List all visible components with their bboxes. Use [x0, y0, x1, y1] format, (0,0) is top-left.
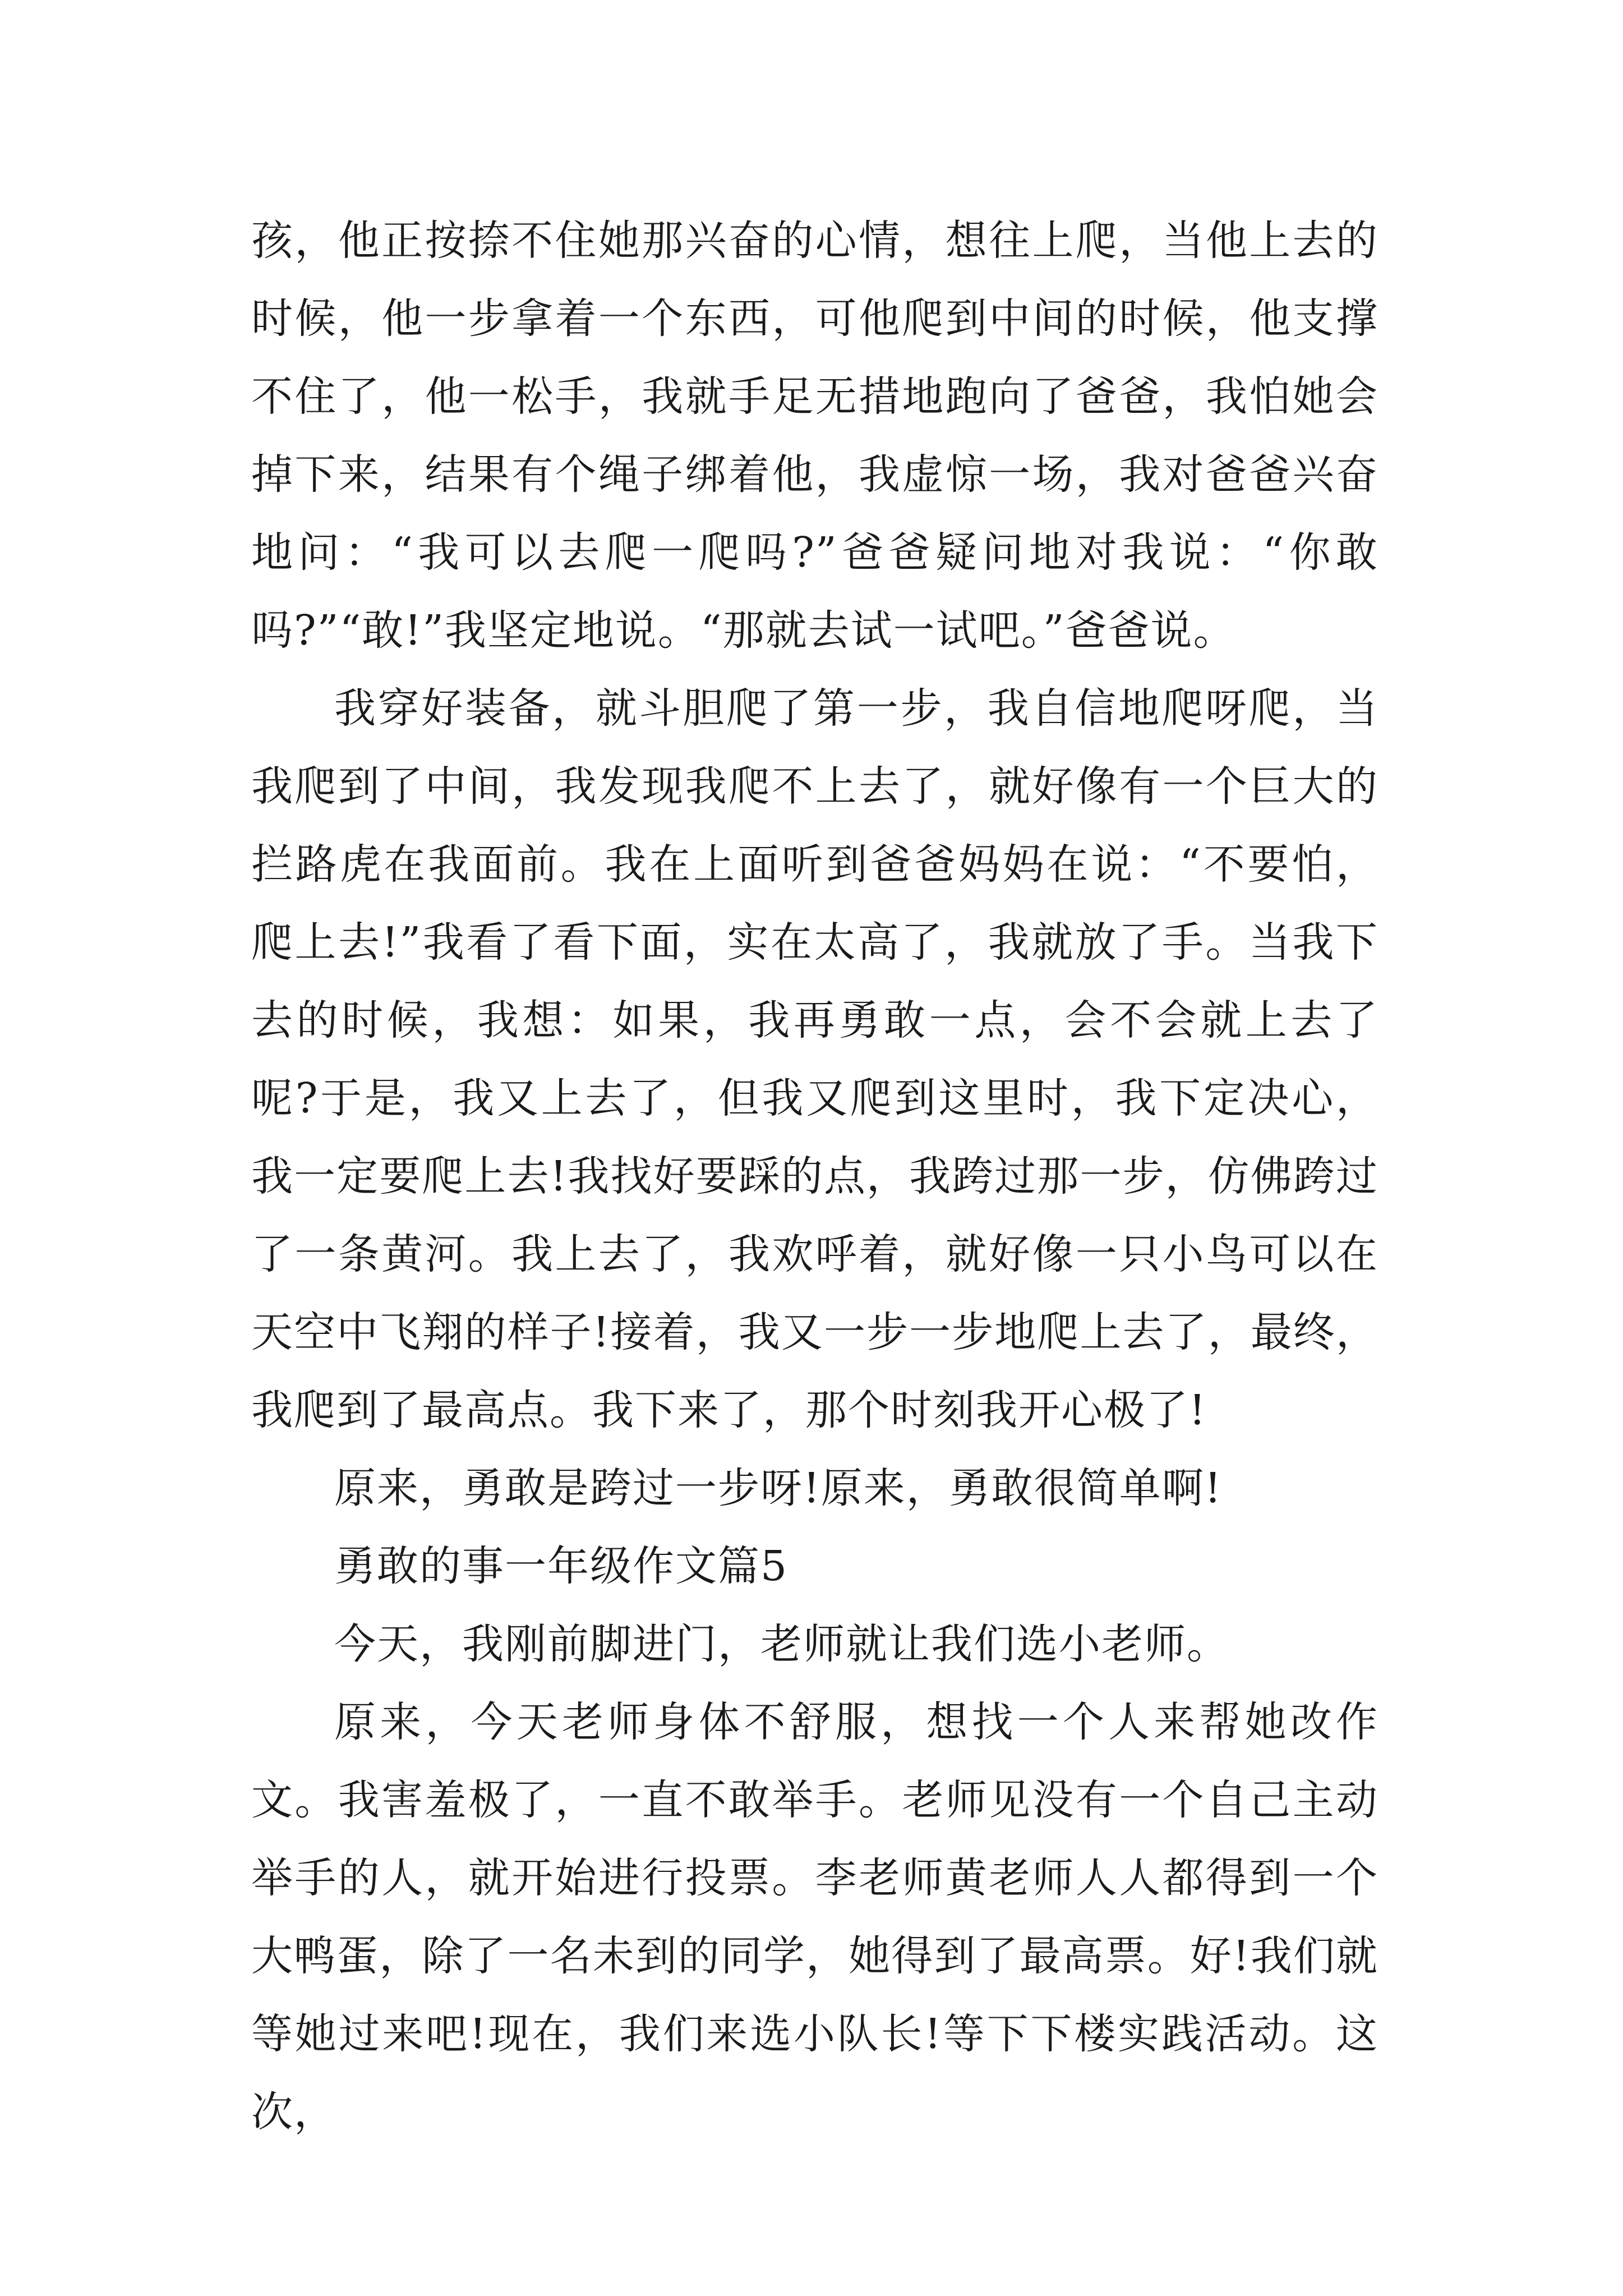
section-heading: 勇敢的事一年级作文篇5	[334, 1542, 789, 1590]
paragraph-conclusion: 原来，勇敢是跨过一步呀!原来，勇敢很简单啊!	[334, 1464, 1223, 1512]
paragraph-continuation: 孩，他正按捺不住她那兴奋的心情，想往上爬，当他上去的时候，他一步拿着一个东西，可他爬到中间的时候，他支撑不住了，他一松手，我就手足无措地跑向了爸爸，我怕她会掉下来，结果有个绳子绑着他，我虚惊一场，我对爸爸兴奋地问：“我可以去爬一爬吗?”爸爸疑问地对我说：“你敢吗?”“敢!”我坚定地说。“那就去试一试吧。”爸爸说。	[251, 217, 1378, 655]
paragraph-climbing: 我穿好装备，就斗胆爬了第一步，我自信地爬呀爬，当我爬到了中间，我发现我爬不上去了，就好像有一个巨大的拦路虎在我面前。我在上面听到爸爸妈妈在说：“不要怕，爬上去!”我看了看下面，实在太高了，我就放了手。当我下去的时候，我想：如果，我再勇敢一点，会不会就上去了呢?于是，我又上去了，但我又爬到这里时，我下定决心，我一定要爬上去!我找好要踩的点，我跨过那一步，仿佛跨过了一条黄河。我上去了，我欢呼着，就好像一只小鸟可以在天空中飞翔的样子!接着，我又一步一步地爬上去了，最终，我爬到了最高点。我下来了，那个时刻我开心极了!	[251, 684, 1378, 1434]
paragraph-teacher: 原来，今天老师身体不舒服，想找一个人来帮她改作文。我害羞极了，一直不敢举手。老师见没有一个自己主动举手的人，就开始进行投票。李老师黄老师人人都得到一个大鸭蛋，除了一名未到的同学，她得到了最高票。好!我们就等她过来吧!现在，我们来选小队长!等下下楼实践活动。这次，	[251, 1698, 1378, 2136]
paragraph-today: 今天，我刚前脚进门，老师就让我们选小老师。	[334, 1620, 1229, 1668]
document-body	[251, 202, 1378, 2151]
